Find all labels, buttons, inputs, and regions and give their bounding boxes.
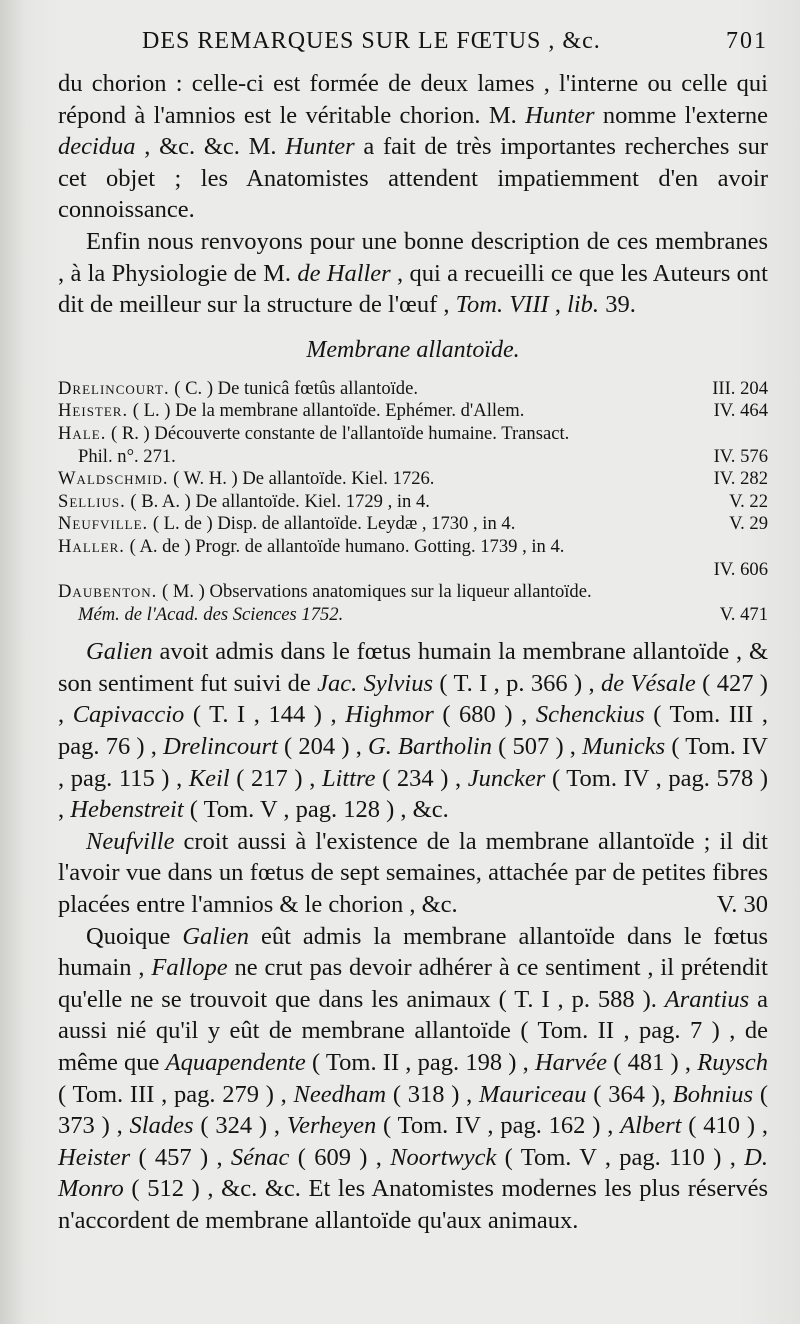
page-number: 701 xyxy=(726,28,768,54)
reference-list xyxy=(58,378,768,627)
reference-item: Daubenton. ( M. ) Observations anatomiques sur la liqueur allantoïde. Mém. de l'Acad. des Sciences 1752. V. 471 xyxy=(58,581,768,625)
reference-item: Haller. ( A. de ) Progr. de allantoïde humano. Gotting. 1739 , in 4. IV. 606 xyxy=(58,535,768,580)
section-title: Membrane allantoïde. xyxy=(306,336,520,363)
reference-item: Heister. ( L. ) De la membrane allantoïde. Ephémer. d'Allem. IV. 464 xyxy=(58,400,768,422)
running-title: DES REMARQUES SUR LE FŒTUS , &c. xyxy=(142,28,601,54)
paragraph-haller: Enfin nous renvoyons pour une bonne description de ces membranes , à la Physiologie de M. de Haller , qui a recueilli ce que les Auteurs ont dit de meilleur sur la structure de l'œuf , Tom. VIII , lib. 39. xyxy=(58,227,768,319)
running-head xyxy=(58,28,768,68)
paragraph-neufville: Neufville croit aussi à l'existence de la membrane allantoïde ; il dit l'avoir vue dans un fœtus de sept semaines, attachée par de petites fibres placées entre l'amnios & le chorion , &c. V. 30 xyxy=(58,827,768,919)
paragraph-chorion: du chorion : celle-ci est formée de deux lames , l'interne ou celle qui répond à l'amnios est le véritable chorion. M. Hunter nomme l'externe decidua , &c. &c. M. Hunter a fait de très importantes recherches sur cet objet ; les Anatomistes attendent impatiemment d'en avoir connoissance. xyxy=(58,70,769,224)
paragraph-galien: Galien avoit admis dans le fœtus humain la membrane allantoïde , & son sentiment fut suivi de Jac. Sylvius ( T. I , p. 366 ) , de Vésale ( 427 ) , Capivaccio ( T. I , 144 ) , Highmor ( 680 ) , Schenckius ( Tom. III , pag. 76 ) , Drelincourt ( 204 ) , G. Bartholin ( 507 ) , Municks ( Tom. IV , pag. 115 ) , Keil ( 217 ) , Littre ( 234 ) , Juncker ( Tom. IV , pag. 578 ) , Hebenstreit ( Tom. V , pag. 128 ) , &c. xyxy=(58,638,768,824)
reference-item: Sellius. ( B. A. ) De allantoïde. Kiel. 1729 , in 4. V. 22 xyxy=(58,490,768,512)
reference-item: Neufville. ( L. de ) Disp. de allantoïde. Leydæ , 1730 , in 4. V. 29 xyxy=(58,513,768,535)
paragraph-fallope: Quoique Galien eût admis la membrane allantoïde dans le fœtus humain , Fallope ne crut pas devoir adhérer à ce sentiment , il prétendit qu'elle ne se trouvoit que dans les animaux ( T. I , p. 588 ). Arantius a aussi nié qu'il y eût de membrane allantoïde ( Tom. II , pag. 7 ) , de même que Aquapendente ( Tom. II , pag. 198 ) , Harvée ( 481 ) , Ruysch ( Tom. III , pag. 279 ) , Needham ( 318 ) , Mauriceau ( 364 ), Bohnius ( 373 ) , Slades ( 324 ) , Verheyen ( Tom. IV , pag. 162 ) , Albert ( 410 ) , Heister ( 457 ) , Sénac ( 609 ) , Noortwyck ( Tom. V , pag. 110 ) , D. Monro ( 512 ) , &c. &c. Et les Anatomistes modernes les plus réservés n'accordent de membrane allantoïde qu'aux animaux. xyxy=(58,922,769,1234)
reference-item: Drelincourt. ( C. ) De tunicâ fœtûs allantoïde. III. 204 xyxy=(58,377,768,399)
reference-item: Waldschmid. ( W. H. ) De allantoïde. Kiel. 1726. IV. 282 xyxy=(58,468,768,490)
reference-item: Hale. ( R. ) Découverte constante de l'allantoïde humaine. Transact. Phil. n°. 271. IV. 576 xyxy=(58,422,768,467)
